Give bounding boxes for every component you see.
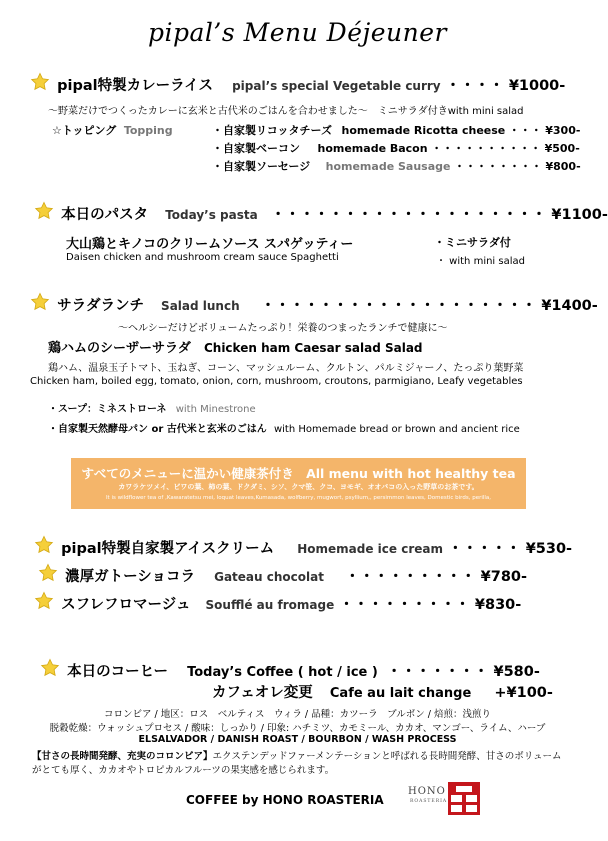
coffee-detail-2: 脱穀乾燥：ウォッシュプロセス / 酸味：しっかり / 印象: ハチミツ、カモミール、カカオ、マンゴー、ライム、ハーブ <box>49 723 546 734</box>
coffee-heading-en: Today’s Coffee ( hot / ice ) <box>187 665 378 680</box>
coffee-detail-1: コロンビア / 地区：ロス ベルティス ウィラ / 品種：カツーラ ブルボン / 焙煎：浅煎り <box>103 709 491 720</box>
salad-bread-ja: ・自家製天然酵母パン or 古代米と玄米のごはん <box>48 424 267 435</box>
salad-dots: ・・・・・・・・・・・・・・・・・・・ <box>260 298 537 314</box>
star-icon <box>34 591 54 611</box>
star-icon <box>30 292 50 312</box>
star-icon <box>30 72 50 92</box>
dessert-dots: ・・・・・ <box>448 541 521 557</box>
topping-dots: ・・・・・・・・ <box>453 160 542 173</box>
coffee-note-text: エクステンデッドファーメンテーションと呼ばれる長時間発酵、甘さのボリュームがとても厚く、カカオやトロピカルフルーツの果実感を感じられます。 <box>32 751 562 776</box>
coffee-detail-3: ELSALVADOR / DANISH ROAST / BOURBON / WASH PROCESS <box>138 734 457 745</box>
pasta-dish-ja: 大山鶏とキノコのクリームソース スパゲッティー <box>66 237 354 252</box>
hono-logo-text: HONO <box>408 786 446 797</box>
dessert-price: ¥530- <box>525 541 573 557</box>
curry-heading-ja: pipal特製カレーライス <box>57 78 213 94</box>
topping-name-en: homemade Ricotta cheese <box>341 124 506 137</box>
dessert-name-ja: 濃厚ガトーショコラ <box>65 569 196 585</box>
pasta-dots: ・・・・・・・・・・・・・・・・・・・ <box>270 207 547 223</box>
topping-label-en: Topping <box>123 124 173 137</box>
coffee-heading <box>40 658 540 681</box>
dessert-item <box>34 591 521 614</box>
tea-banner-title-en: All menu with hot healthy tea <box>306 466 516 481</box>
salad-heading-ja: サラダランチ <box>57 298 144 314</box>
salad-bread <box>48 420 520 435</box>
dessert-name-en: Soufflé au fromage <box>205 598 335 612</box>
dessert-dots: ・・・・・・・・・ <box>339 597 470 613</box>
dessert-name-ja: スフレフロマージュ <box>61 597 191 613</box>
pasta-heading-en: Today’s pasta <box>165 208 258 222</box>
salad-tagline: 〜ヘルシーだけどボリュームたっぷり！栄養のつまったランチで健康に〜 <box>118 323 448 334</box>
dessert-price: ¥830- <box>474 597 522 613</box>
dessert-name-ja: pipal特製自家製アイスクリーム <box>61 541 275 557</box>
tea-banner-title-ja: すべてのメニューに温かい健康茶付き <box>81 466 294 481</box>
curry-description: 〜野菜だけでつくったカレーに玄米と古代米のごはんを合わせました〜 ミニサラダ付きwith mini salad <box>48 106 524 117</box>
salad-soup <box>48 400 256 415</box>
coffee-price: ¥580- <box>493 664 540 680</box>
pasta-heading-ja: 本日のパスタ <box>61 207 149 223</box>
pasta-dish-en: Daisen chicken and mushroom cream sauce Spaghetti <box>66 252 339 263</box>
cafe-au-lait-change <box>212 681 553 702</box>
topping-price: ¥500- <box>544 142 580 155</box>
dessert-name-en: Gateau chocolat <box>214 570 324 584</box>
topping-dots: ・・・・・・・・・・ <box>431 142 542 155</box>
dessert-name-en: Homemade ice cream <box>297 542 443 556</box>
coffee-note-label: 【甘さの長時間発酵、充実のコロンビア】 <box>32 751 213 762</box>
topping-name-en: homemade Sausage <box>325 160 451 173</box>
curry-price: ¥1000- <box>508 78 566 94</box>
tea-banner <box>71 458 526 509</box>
dessert-dots: ・・・・・・・・・ <box>345 569 476 585</box>
coffee-heading-ja: 本日のコーヒー <box>67 664 169 680</box>
topping-item <box>212 158 581 174</box>
star-icon <box>40 658 60 678</box>
salad-heading <box>30 292 598 315</box>
salad-dish <box>48 337 423 356</box>
tea-banner-ingredients-en: It is wildflower tea of ,Kawaratetsu mei, loquat leaves,Kumasada, wolfberry, mugwort, psyllium,, persimmon leaves, Domestic birds, perilla, <box>105 495 492 501</box>
coffee-credit: COFFEE by HONO ROASTERIA <box>186 793 384 807</box>
coffee-dots: ・・・・・・・ <box>386 664 489 680</box>
coffee-note <box>32 750 567 778</box>
hono-mark-icon <box>448 782 480 815</box>
tea-banner-ingredients-ja: カワラケツメイ、ビワの葉、柿の葉、ドクダミ、シソ、クマ笹、クコ、ヨモギ、オオバコの入った野草のお茶です。 <box>118 483 479 491</box>
pasta-heading <box>34 201 608 224</box>
topping-price: ¥800- <box>545 160 581 173</box>
salad-heading-en: Salad lunch <box>161 299 240 313</box>
salad-dish-ja: 鶏ハムのシーザーサラダ <box>48 341 191 356</box>
cafe-au-lait-price: +¥100- <box>494 685 553 701</box>
salad-price: ¥1400- <box>541 298 598 314</box>
salad-bread-en: with Homemade bread or brown and ancient rice <box>273 424 520 435</box>
topping-item <box>212 140 580 156</box>
tea-banner-title <box>71 464 526 482</box>
topping-item <box>212 122 580 138</box>
topping-dots: ・・・ <box>508 124 542 137</box>
topping-name-ja: ・自家製リコッタチーズ <box>212 124 333 137</box>
topping-name-ja: ・自家製ベーコン <box>212 142 300 155</box>
salad-dish-en: Chicken ham Caesar salad Salad <box>203 341 423 355</box>
curry-heading <box>30 72 565 95</box>
pasta-side-en: ・ with mini salad <box>436 256 525 267</box>
dessert-item <box>38 563 527 586</box>
curry-heading-en: pipal’s special Vegetable curry <box>232 79 441 93</box>
star-icon <box>34 201 54 221</box>
topping-label-ja: ☆トッピング <box>52 124 117 137</box>
salad-soup-ja: ・スープ：ミネストローネ <box>48 404 167 415</box>
pasta-side-ja: ・ミニサラダ付 <box>434 236 511 249</box>
salad-ingredients-en: Chicken ham, boiled egg, tomato, onion, corn, mushroom, croutons, parmigiano, Leafy vegetables <box>30 376 523 387</box>
dessert-price: ¥780- <box>480 569 528 585</box>
star-icon <box>34 535 54 555</box>
menu-title: pipal’s Menu Déjeuner <box>147 18 447 47</box>
topping-name-en: homemade Bacon <box>317 142 428 155</box>
curry-dots: ・・・・ <box>445 78 504 94</box>
hono-logo-subtext: ROASTERIA <box>410 799 448 804</box>
topping-price: ¥300- <box>545 124 581 137</box>
salad-soup-en: with Minestrone <box>175 404 256 415</box>
pasta-price: ¥1100- <box>551 207 608 223</box>
topping-label <box>52 122 173 138</box>
cafe-au-lait-en: Cafe au lait change <box>329 686 472 701</box>
salad-ingredients-ja: 鶏ハム、温泉玉子トマト、玉ねぎ、コーン、マッシュルーム、クルトン、パルミジャーノ、たっぷり葉野菜 <box>48 363 524 374</box>
topping-name-ja: ・自家製ソーセージ <box>212 160 311 173</box>
star-icon <box>38 563 58 583</box>
cafe-au-lait-ja: カフェオレ変更 <box>212 685 313 701</box>
dessert-item <box>34 535 572 558</box>
hono-logo-icon <box>448 782 480 815</box>
